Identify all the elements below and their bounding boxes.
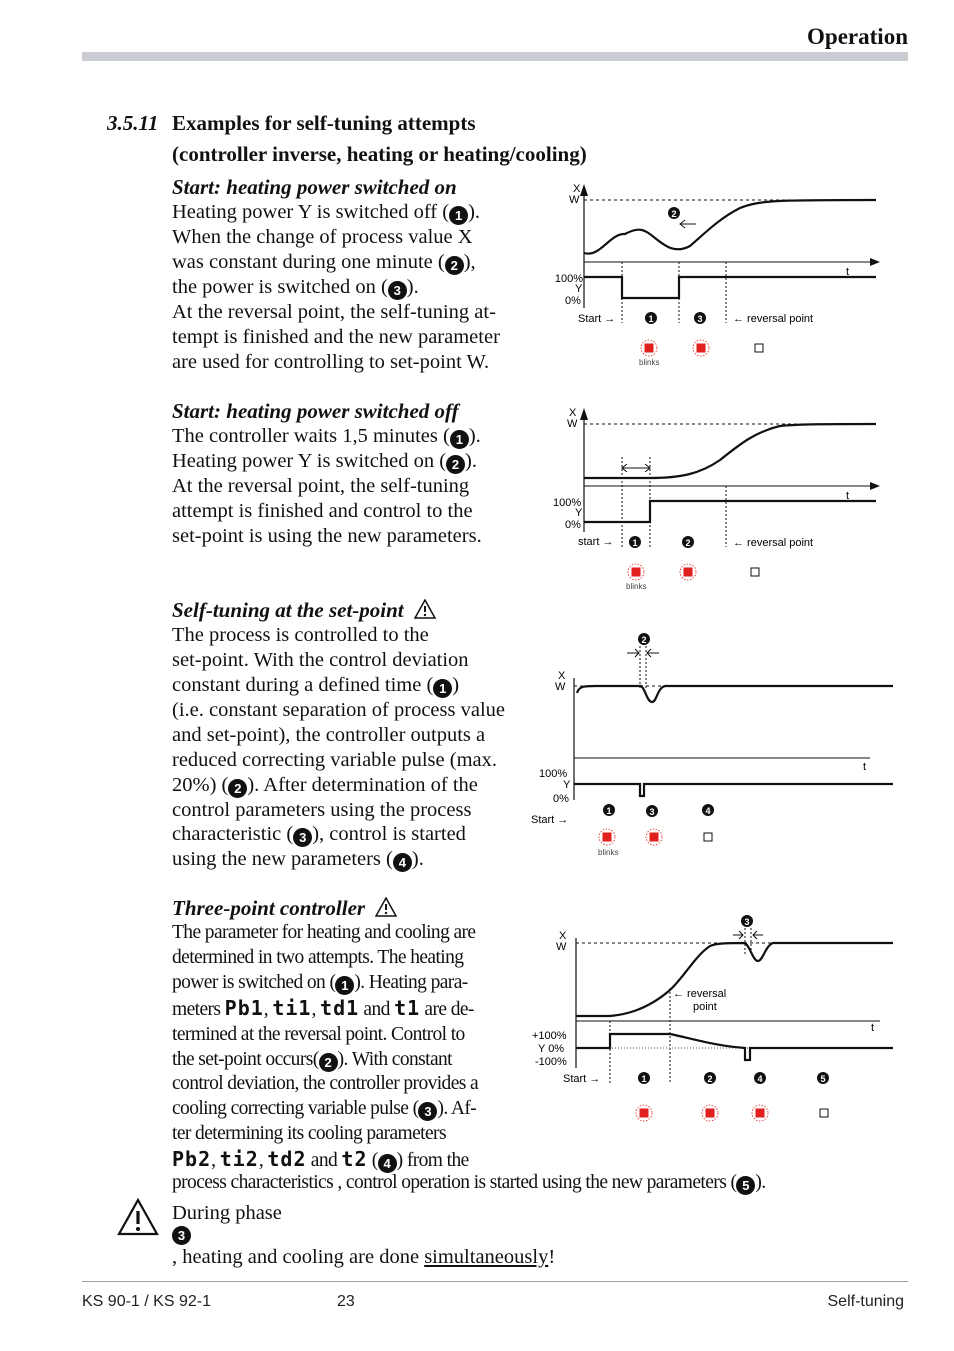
step-marker: 1 xyxy=(449,206,468,225)
led-blinking-icon xyxy=(752,1105,768,1121)
led-blinking-icon xyxy=(628,564,644,580)
step-marker: 1 xyxy=(433,679,452,698)
step-marker-label: 1 xyxy=(632,538,638,548)
text-line: constant during a defined time ( 1 ) xyxy=(172,673,460,696)
axis-label-y: Y xyxy=(575,283,583,295)
text-line: Heating power Y is switched on ( 2 ). xyxy=(172,450,477,472)
process-value-curve xyxy=(584,424,876,478)
note-prefix: During phase xyxy=(172,1202,282,1224)
step-marker-label: 4 xyxy=(705,806,711,816)
text-line: Pb2, ti2, td2 and t2 ( 4 ) from the xyxy=(172,1147,469,1172)
block-text xyxy=(172,921,478,1174)
text-line: set-point is using the new parameters. xyxy=(172,524,482,547)
text-line: tempt is finished and the new parameter xyxy=(172,325,500,348)
section-number: 3.5.11 xyxy=(107,111,159,135)
blinks-label: blinks xyxy=(639,358,660,367)
process-value-curve xyxy=(576,943,893,1016)
led-blinking-icon xyxy=(693,340,709,356)
step-marker: 2 xyxy=(228,779,247,798)
block-last-line xyxy=(172,1171,766,1196)
step-marker-label: 1 xyxy=(648,314,654,324)
block-title xyxy=(172,598,436,623)
step-marker: 2 xyxy=(446,455,465,474)
parameter-code: td1 xyxy=(320,995,360,1020)
step-marker: 4 xyxy=(393,853,412,872)
warning-icon xyxy=(414,599,436,619)
axis-arrow-icon xyxy=(870,482,880,490)
note-middle: , heating and cooling are done xyxy=(172,1245,425,1268)
arrow-icon xyxy=(627,649,659,657)
text-line: termined at the reversal point. Control to xyxy=(172,1023,465,1045)
parameter-code: ti1 xyxy=(272,995,312,1020)
text-line: power is switched on ( 1 ). Heating para- xyxy=(172,971,468,993)
block-title xyxy=(172,896,397,921)
text-line: control deviation, the controller provides a xyxy=(172,1073,479,1095)
axis-label-100: 100% xyxy=(539,768,568,780)
step-marker-label: 2 xyxy=(671,209,677,219)
axis-label-x: X xyxy=(559,930,567,942)
step-marker: 3 xyxy=(418,1102,437,1121)
start-label: Start → xyxy=(578,313,616,325)
text-line: set-point. With the control deviation xyxy=(172,648,469,671)
step-marker-label: 4 xyxy=(757,1074,763,1084)
step-marker-label: 1 xyxy=(641,1074,647,1084)
section-subtitle: (controller inverse, heating or heating/cooling) xyxy=(172,142,587,166)
step-marker-label: 2 xyxy=(685,538,691,548)
text-line: At the reversal point, the self-tuning xyxy=(172,475,470,497)
block-title-text: Self-tuning at the set-point xyxy=(172,598,404,622)
block-text xyxy=(172,200,500,375)
axis-label-t: t xyxy=(871,1022,875,1034)
text-line: cooling correcting variable pulse ( 3 ). Af- xyxy=(172,1098,477,1120)
footer-product: KS 90-1 / KS 92-1 xyxy=(82,1293,211,1310)
led-off-icon xyxy=(820,1109,828,1117)
axis-arrow-icon xyxy=(580,184,588,196)
text-line: The process is controlled to the xyxy=(172,624,429,646)
start-label: Start → xyxy=(563,1073,601,1085)
arrow-icon xyxy=(680,220,696,228)
step-marker-label: 3 xyxy=(697,314,703,324)
text-line: Heating power Y is switched off ( 1 ). xyxy=(172,201,481,223)
step-marker-label: 1 xyxy=(606,806,612,816)
axis-label-w: W xyxy=(567,418,578,430)
axis-label-w: W xyxy=(555,681,566,693)
parameter-code: t1 xyxy=(394,995,421,1020)
axis-label-minus100: -100% xyxy=(535,1056,567,1068)
text-line: control parameters using the process xyxy=(172,798,472,821)
led-blinking-icon xyxy=(636,1105,652,1121)
axis-label-x: X xyxy=(569,407,577,419)
text-line: was constant during one minute ( 2 ), xyxy=(172,250,476,273)
text-line: At the reversal point, the self-tuning at- xyxy=(172,300,496,323)
reversal-point-label: point xyxy=(693,1001,717,1013)
output-y-curve xyxy=(574,784,893,796)
axis-label-x: X xyxy=(573,183,581,195)
text-line: (i.e. constant separation of process value xyxy=(172,698,506,721)
led-blinking-icon xyxy=(702,1105,718,1121)
parameter-code: t2 xyxy=(341,1147,368,1172)
axis-label-0: 0% xyxy=(553,793,569,805)
process-value-curve xyxy=(584,200,876,254)
axis-label-100: 100% xyxy=(554,273,583,285)
arrow-icon xyxy=(733,931,763,939)
text-line: and set-point), the controller outputs a xyxy=(172,723,486,746)
header-title: Operation xyxy=(807,24,908,49)
led-blinking-icon xyxy=(680,564,696,580)
text-line: attempt is finished and control to the xyxy=(172,499,473,522)
step-marker-label: 2 xyxy=(641,635,647,645)
led-off-icon xyxy=(751,568,759,576)
parameter-code: ti2 xyxy=(219,1147,259,1172)
axis-label-t: t xyxy=(846,266,850,278)
text-line: ter determining its cooling parameters xyxy=(172,1123,446,1145)
led-blinking-icon xyxy=(641,340,657,356)
step-marker: 5 xyxy=(736,1176,755,1195)
text-line: When the change of process value X xyxy=(172,226,473,248)
warning-icon xyxy=(116,1197,160,1237)
footer-chapter: Self-tuning xyxy=(827,1293,904,1310)
text-line: The controller waits 1,5 minutes ( 1 ). xyxy=(172,425,481,447)
reversal-point-label: ← reversal point xyxy=(733,537,814,549)
led-blinking-icon xyxy=(646,829,662,845)
diagram-heating-on xyxy=(540,178,900,374)
start-label: start → xyxy=(578,536,614,548)
step-marker: 2 xyxy=(319,1053,338,1072)
step-marker: 2 xyxy=(445,256,464,275)
header-bar xyxy=(82,52,908,61)
note-emphasis: simultaneously xyxy=(424,1245,549,1268)
text-line: The parameter for heating and cooling are xyxy=(172,922,476,943)
step-marker: 3 xyxy=(293,828,312,847)
axis-label-0: 0% xyxy=(565,519,581,531)
step-marker-label: 5 xyxy=(820,1074,826,1084)
parameter-code: td2 xyxy=(267,1147,307,1172)
blinks-label: blinks xyxy=(626,582,647,591)
parameter-code: Pb1 xyxy=(224,995,264,1020)
reversal-point-label: ← reversal xyxy=(673,988,727,1000)
text-line: are used for controlling to set-point W. xyxy=(172,350,490,373)
axis-label-w: W xyxy=(569,194,580,206)
block-title-text: Three-point controller xyxy=(172,896,366,920)
step-marker: 4 xyxy=(378,1154,397,1173)
text-line: characteristic ( 3 ), control is started xyxy=(172,823,466,846)
text-line: 20%) ( 2 ). After determination of the xyxy=(172,773,478,796)
note-text xyxy=(172,1201,555,1270)
text-line: meters Pb1, ti1, td1 and t1 are de- xyxy=(172,995,474,1020)
diagram-setpoint xyxy=(525,628,900,864)
step-marker-label: 3 xyxy=(744,917,750,927)
axis-label-y: Y xyxy=(563,779,571,791)
step-marker: 1 xyxy=(450,430,469,449)
start-label: Start → xyxy=(531,814,569,826)
step-marker-label: 2 xyxy=(707,1074,713,1084)
axis-label-100: 100% xyxy=(553,497,582,509)
footer-rule xyxy=(82,1281,908,1282)
text-line: the set-point occurs( 2 ). With constant xyxy=(172,1048,452,1070)
text-line: process characteristics , control operation is started using the new parameters ( 5 ). xyxy=(172,1172,766,1193)
parameter-code: Pb2 xyxy=(172,1147,212,1172)
text-line: reduced correcting variable pulse (max. xyxy=(172,748,497,771)
reversal-point-label: ← reversal point xyxy=(733,313,814,325)
block-title: Start: heating power switched off xyxy=(172,399,459,423)
led-off-icon xyxy=(704,833,712,841)
note-suffix: ! xyxy=(548,1245,556,1268)
step-marker: 1 xyxy=(335,976,354,995)
diagram-three-point xyxy=(525,908,900,1128)
axis-label-x: X xyxy=(558,670,566,682)
axis-arrow-icon xyxy=(870,258,880,266)
block-text xyxy=(172,623,505,872)
axis-label-plus100: +100% xyxy=(532,1030,567,1042)
step-marker-label: 3 xyxy=(649,807,655,817)
axis-label-y: Y xyxy=(575,507,583,519)
axis-arrow-icon xyxy=(580,408,588,420)
process-value-curve xyxy=(577,686,893,702)
text-line: the power is switched on ( 3 ). xyxy=(172,275,419,298)
led-off-icon xyxy=(755,344,763,352)
output-y-curve xyxy=(584,501,876,522)
page-number: 23 xyxy=(337,1293,355,1310)
axis-label-y: Y 0% xyxy=(538,1043,565,1055)
warning-icon xyxy=(375,897,397,917)
arrow-icon xyxy=(622,464,650,472)
step-marker: 3 xyxy=(388,281,407,300)
led-blinking-icon xyxy=(599,829,615,845)
text-line: using the new parameters ( 4 ). xyxy=(172,848,424,871)
axis-label-t: t xyxy=(846,490,850,502)
step-marker: 3 xyxy=(172,1226,191,1245)
axis-label-w: W xyxy=(556,941,567,953)
output-y-curve xyxy=(584,277,876,298)
axis-label-0: 0% xyxy=(565,295,581,307)
block-text xyxy=(172,424,482,549)
text-line: determined in two attempts. The heating xyxy=(172,946,464,968)
blinks-label: blinks xyxy=(598,848,619,857)
section-title: Examples for self-tuning attempts xyxy=(172,111,476,135)
axis-label-t: t xyxy=(863,761,867,773)
diagram-heating-off xyxy=(540,402,900,598)
output-y-curve xyxy=(576,1034,893,1060)
block-title: Start: heating power switched on xyxy=(172,175,457,199)
